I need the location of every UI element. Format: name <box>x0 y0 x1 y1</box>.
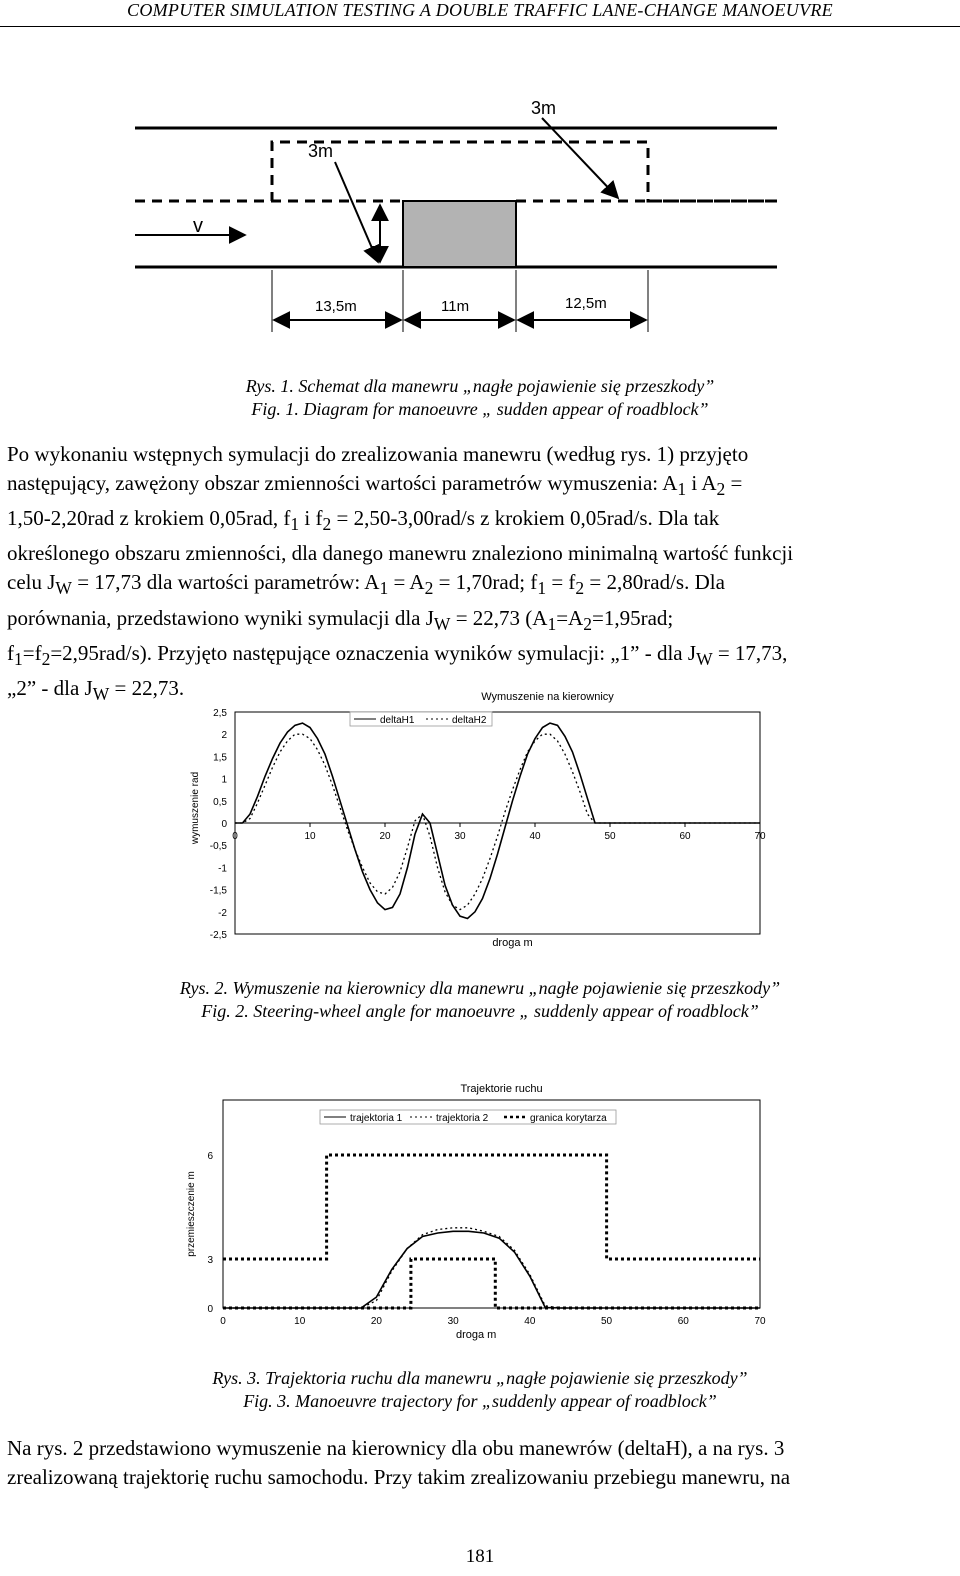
x-tick-label: 70 <box>754 831 766 842</box>
x-tick-label: 50 <box>604 831 616 842</box>
y-tick-label: -2 <box>218 907 227 919</box>
x-tick-label: 10 <box>304 831 316 842</box>
fig1-diagram <box>0 40 960 350</box>
y-tick-label: 0,5 <box>213 796 227 808</box>
x-tick-label: 40 <box>529 831 541 842</box>
paragraph-2: Na rys. 2 przedstawiono wymuszenie na kierownicy dla obu manewrów (deltaH), a na rys. 3 zrealizowaną trajektorię ruchu samochodu. Przy takim zrealizowaniu przebiegu manewru, na <box>7 1436 791 1489</box>
x-axis-label: droga m <box>455 1329 497 1341</box>
legend-label-granica korytarza: granica korytarza <box>530 1113 607 1124</box>
label-11m: 11m <box>441 298 470 315</box>
series-corridor-lower <box>223 1259 760 1308</box>
label-v: v <box>193 215 203 237</box>
y-tick-label: 0 <box>207 1304 213 1315</box>
y-tick-label: -0,5 <box>209 841 227 853</box>
label-3m-top: 3m <box>531 98 557 118</box>
chart-title: Trajektorie ruchu <box>460 1083 543 1095</box>
x-tick-label: 60 <box>677 1316 689 1327</box>
label-3m-mid: 3m <box>308 141 334 161</box>
x-tick-label: 30 <box>447 1316 459 1327</box>
y-tick-label: 1 <box>221 774 227 786</box>
fig2-caption-pl: Rys. 2. Wymuszenie na kierownicy dla manewru „nagłe pojawienie się przeszkody” <box>179 978 781 998</box>
x-tick-label: 10 <box>294 1316 306 1327</box>
x-tick-label: 0 <box>220 1316 226 1327</box>
y-tick-label: 0 <box>221 819 227 830</box>
label-12-5m: 12,5m <box>565 295 607 312</box>
label-13-5m: 13,5m <box>315 298 357 315</box>
y-tick-label: -1,5 <box>209 885 227 897</box>
y-tick-label: -1 <box>218 863 227 875</box>
corridor-upper <box>135 142 777 201</box>
legend-label-deltaH2: deltaH2 <box>452 715 487 726</box>
y-axis-label: wymuszenie rad <box>190 771 201 845</box>
x-tick-label: 60 <box>679 831 691 842</box>
fig1-caption-en: Fig. 1. Diagram for manoeuvre „ sudden appear of roadblock” <box>251 399 709 419</box>
legend-label-trajektoria 2: trajektoria 2 <box>436 1113 489 1124</box>
header-rule <box>0 26 960 27</box>
chart-trajectories <box>180 1075 780 1345</box>
y-tick-label: 2 <box>221 730 227 742</box>
x-tick-label: 20 <box>379 831 391 842</box>
x-tick-label: 70 <box>754 1316 766 1327</box>
obstacle <box>403 201 516 267</box>
fig1-caption-pl: Rys. 1. Schemat dla manewru „nagłe pojawienie się przeszkody” <box>245 376 715 396</box>
fig3-caption-pl: Rys. 3. Trajektoria ruchu dla manewru „nagłe pojawienie się przeszkody” <box>212 1368 748 1388</box>
plot-area <box>223 1100 760 1308</box>
chart-steering-wheel-angle <box>180 682 780 960</box>
fig3-caption-en: Fig. 3. Manoeuvre trajectory for „suddenly appear of roadblock” <box>243 1391 717 1411</box>
x-tick-label: 30 <box>454 831 466 842</box>
y-tick-label: -2,5 <box>209 930 227 941</box>
x-tick-label: 0 <box>232 831 238 842</box>
y-tick-label: 3 <box>207 1255 213 1266</box>
paragraph-1: Po wykonaniu wstępnych symulacji do zrealizowania manewru (według rys. 1) przyjęto następujący, zawężony obszar zmienności wartości parametrów wymuszenia: $A_1$ i $A_2$ = 1,50-2,20rad z krokiem 0,05rad, $f_1$ i $f_2 = 2,50-3,00rad/s$ z krokiem 0,05rad/s. Dla tak określonego obszaru zmienności, dla danego manewru znaleziono minimalną wartość funkcji celu $J_W = 17,73$ dla wartości parametrów: $A_1 = A_2 = 1,70rad$; $f_1 = f_2 = 2,80rad/s$. Dla porównania, przedstawiono wyniki symulacji dla $J_W = 22,73$ ($A_1=A_2=1,95rad$; $f_1=f_2=2,95rad/s$). Przyjęto następujące oznaczenia wyników symulacji: „1” - dla $J_W = 17,73$, „2” - dla $J_W = 22,73$. <box>7 442 794 705</box>
running-header: COMPUTER SIMULATION TESTING A DOUBLE TRAFFIC LANE-CHANGE MANOEUVRE <box>127 0 833 20</box>
x-tick-label: 40 <box>524 1316 536 1327</box>
x-axis-label: droga m <box>492 937 533 949</box>
y-tick-label: 6 <box>207 1151 213 1162</box>
y-tick-label: 2,5 <box>213 708 227 719</box>
legend-label-trajektoria 1: trajektoria 1 <box>350 1113 403 1124</box>
fig2-caption-en: Fig. 2. Steering-wheel angle for manoeuvre „ suddenly appear of roadblock” <box>201 1001 759 1021</box>
y-axis-label: przemieszczenie m <box>186 1171 197 1257</box>
series-trajektoria-2 <box>223 1228 760 1308</box>
legend-label-deltaH1: deltaH1 <box>380 715 415 726</box>
page-number: 181 <box>465 1546 495 1567</box>
x-tick-label: 50 <box>601 1316 613 1327</box>
series-trajektoria-1 <box>223 1231 760 1308</box>
y-tick-label: 1,5 <box>213 752 227 764</box>
series-corridor-upper <box>223 1155 760 1259</box>
x-tick-label: 20 <box>370 1316 382 1327</box>
chart-title: Wymuszenie na kierownicy <box>481 691 614 703</box>
